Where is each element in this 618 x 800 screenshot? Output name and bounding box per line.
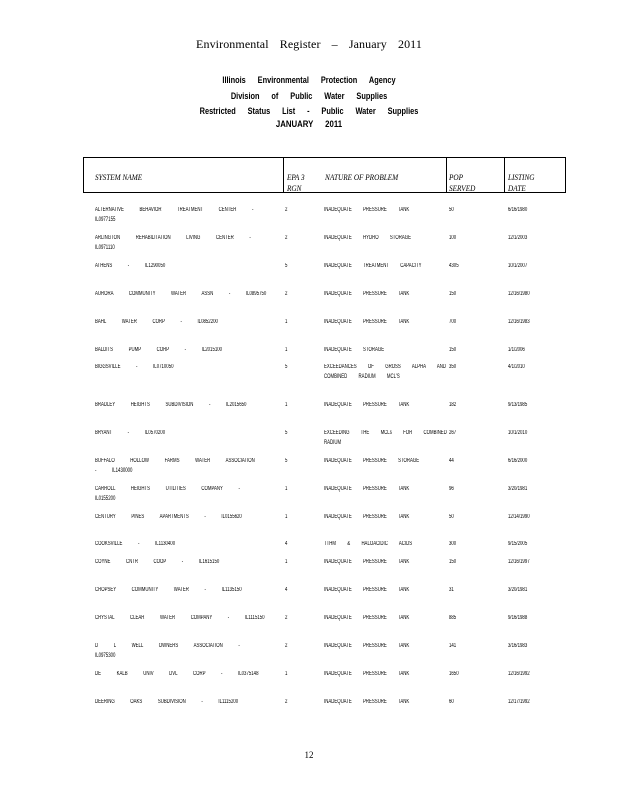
listing-date: 12/16/1980 (508, 291, 530, 297)
nature-of-problem: INADEQUATE PRESSURE TANK (324, 402, 410, 408)
population-served: 182 (449, 402, 457, 408)
nature-of-problem: INADEQUATE STORAGE (324, 347, 385, 353)
population-served: 300 (449, 541, 457, 547)
population-served: 100 (449, 235, 457, 241)
listing-date: 10/1/2010 (508, 430, 528, 436)
system-name: COYNE CNTR COOP - IL1615150 (95, 559, 220, 565)
nature-of-problem: INADEQUATE PRESSURE TANK (324, 615, 410, 621)
epa-region: 1 (285, 402, 288, 408)
system-name: CARROLL HEIGHTS UTILITIES COMPANY - IL0155200 (95, 486, 240, 502)
listing-date: 12/16/1983 (508, 319, 530, 325)
running-head: Environmental Register – January 2011 (196, 37, 422, 51)
nature-of-problem: EXCEEDANCES OF GROSS ALPHA AND COMBINED RADIUM MCL'S (324, 364, 446, 380)
system-name: BRADLEY HEIGHTS SUBDIVISION - IL2015650 (95, 402, 247, 408)
population-served: 150 (449, 291, 457, 297)
epa-region: 5 (285, 458, 288, 464)
col-header-listing: LISTING (508, 172, 535, 182)
nature-of-problem: INADEQUATE PRESSURE TANK (324, 319, 410, 325)
system-name: AURORA COMMUNITY WATER ASSN - IL0895750 (95, 291, 267, 297)
epa-region: 5 (285, 263, 288, 269)
system-name: DEERING OAKS SUBDIVISION - IL1115200 (95, 699, 239, 705)
listing-date: 12/16/1997 (508, 559, 530, 565)
nature-of-problem: INADEQUATE PRESSURE TANK (324, 643, 410, 649)
epa-region: 5 (285, 430, 288, 436)
epa-region: 1 (285, 347, 288, 353)
listing-date: 12/1/2003 (508, 235, 528, 241)
listing-date: 4/1/2010 (508, 364, 525, 370)
system-name: BUFFALO HOLLOW FARMS WATER ASSOCIATION - IL1430000 (95, 458, 255, 474)
nature-of-problem: TTHM & HALOACIDIC ACIDS (324, 541, 413, 547)
system-name: CROPSEY COMMUNITY WATER - IL1135150 (95, 587, 242, 593)
system-name: BAHL WATER CORP - IL0852200 (95, 319, 218, 325)
system-name: BIGGSVILLE - IL0710050 (95, 364, 174, 370)
listing-date: 9/16/1988 (508, 615, 528, 621)
page-number: 12 (304, 750, 314, 760)
system-name: DE KALB UNIV DVL CORP - IL0375148 (95, 671, 259, 677)
col-header-system: SYSTEM NAME (95, 172, 143, 182)
system-name: ALTERNATIVE BEHAVIOR TREATMENT CENTER - IL0977155 (95, 207, 254, 223)
list-date: JANUARY 2011 (275, 119, 343, 130)
nature-of-problem: INADEQUATE PRESSURE TANK (324, 671, 410, 677)
epa-region: 2 (285, 643, 288, 649)
agency-name: Illinois Environmental Protection Agency (222, 75, 396, 85)
system-name: CRYSTAL CLEAR WATER COMPANY - IL1115150 (95, 615, 265, 621)
list-title: Restricted Status List - Public Water Supplies (199, 106, 419, 116)
nature-of-problem: EXCEEDING THE MCLs FOR COMBINED RADIUM (324, 430, 447, 446)
col-header-nature: NATURE OF PROBLEM (325, 172, 399, 182)
division-name: Division of Public Water Supplies (230, 91, 388, 101)
epa-region: 2 (285, 699, 288, 705)
col-header-pop: POP (449, 172, 464, 182)
listing-date: 1/1/2006 (508, 347, 525, 353)
listing-date: 10/1/2007 (508, 263, 528, 269)
population-served: 1650 (449, 671, 459, 677)
population-served: 31 (449, 587, 454, 593)
listing-date: 3/16/1983 (508, 643, 528, 649)
epa-region: 1 (285, 559, 288, 565)
system-name: BALDITS PUMP CORP - IL2015100 (95, 347, 223, 353)
nature-of-problem: INADEQUATE PRESSURE TANK (324, 587, 410, 593)
nature-of-problem: INADEQUATE HYDRO STORAGE (324, 235, 411, 241)
population-served: 44 (449, 458, 454, 464)
nature-of-problem: INADEQUATE PRESSURE TANK (324, 699, 410, 705)
epa-region: 1 (285, 319, 288, 325)
listing-date: 3/20/1981 (508, 587, 528, 593)
system-name: BRYANT - IL0570200 (95, 430, 166, 436)
listing-date: 6/16/1980 (508, 207, 528, 213)
epa-region: 1 (285, 514, 288, 520)
epa-region: 2 (285, 235, 288, 241)
system-name: COOKSVILLE - IL1130400 (95, 541, 176, 547)
epa-region: 5 (285, 364, 288, 370)
col-header-rgn: RGN (287, 183, 302, 193)
listing-date: 12/16/1992 (508, 671, 530, 677)
nature-of-problem: INADEQUATE PRESSURE STORAGE (324, 458, 420, 464)
system-name: CENTURY PINES APARTMENTS - IL0155620 (95, 514, 242, 520)
population-served: 885 (449, 615, 457, 621)
system-name: ATHENS - IL1290050 (95, 263, 166, 269)
population-served: 141 (449, 643, 457, 649)
epa-region: 1 (285, 486, 288, 492)
listing-date: 9/15/2005 (508, 541, 528, 547)
listing-date: 6/16/2000 (508, 458, 528, 464)
epa-region: 4 (285, 587, 288, 593)
population-served: 150 (449, 347, 457, 353)
population-served: 60 (449, 699, 454, 705)
population-served: 4305 (449, 263, 459, 269)
population-served: 267 (449, 430, 457, 436)
population-served: 350 (449, 364, 457, 370)
population-served: 96 (449, 486, 454, 492)
system-name: ARLINGTON REHABILITATION LIVING CENTER - IL0971110 (95, 235, 251, 251)
epa-region: 2 (285, 207, 288, 213)
nature-of-problem: INADEQUATE PRESSURE TANK (324, 291, 410, 297)
listing-date: 3/20/1981 (508, 486, 528, 492)
epa-region: 4 (285, 541, 288, 547)
col-header-epa: EPA 3 (287, 172, 305, 182)
population-served: 700 (449, 319, 457, 325)
system-name: D L WELL OWNERS ASSOCIATION - IL0975300 (95, 643, 240, 659)
nature-of-problem: INADEQUATE TREATMENT CAPACITY (324, 263, 422, 269)
nature-of-problem: INADEQUATE PRESSURE TANK (324, 559, 410, 565)
epa-region: 1 (285, 671, 288, 677)
col-header-served: SERVED (449, 183, 476, 193)
population-served: 50 (449, 514, 454, 520)
listing-date: 12/14/1990 (508, 514, 530, 520)
nature-of-problem: INADEQUATE PRESSURE TANK (324, 486, 410, 492)
nature-of-problem: INADEQUATE PRESSURE TANK (324, 514, 410, 520)
col-header-date: DATE (508, 183, 526, 193)
population-served: 50 (449, 207, 454, 213)
listing-date: 9/13/1985 (508, 402, 528, 408)
nature-of-problem: INADEQUATE PRESSURE TANK (324, 207, 410, 213)
epa-region: 2 (285, 615, 288, 621)
epa-region: 2 (285, 291, 288, 297)
listing-date: 12/17/1992 (508, 699, 530, 705)
population-served: 150 (449, 559, 457, 565)
